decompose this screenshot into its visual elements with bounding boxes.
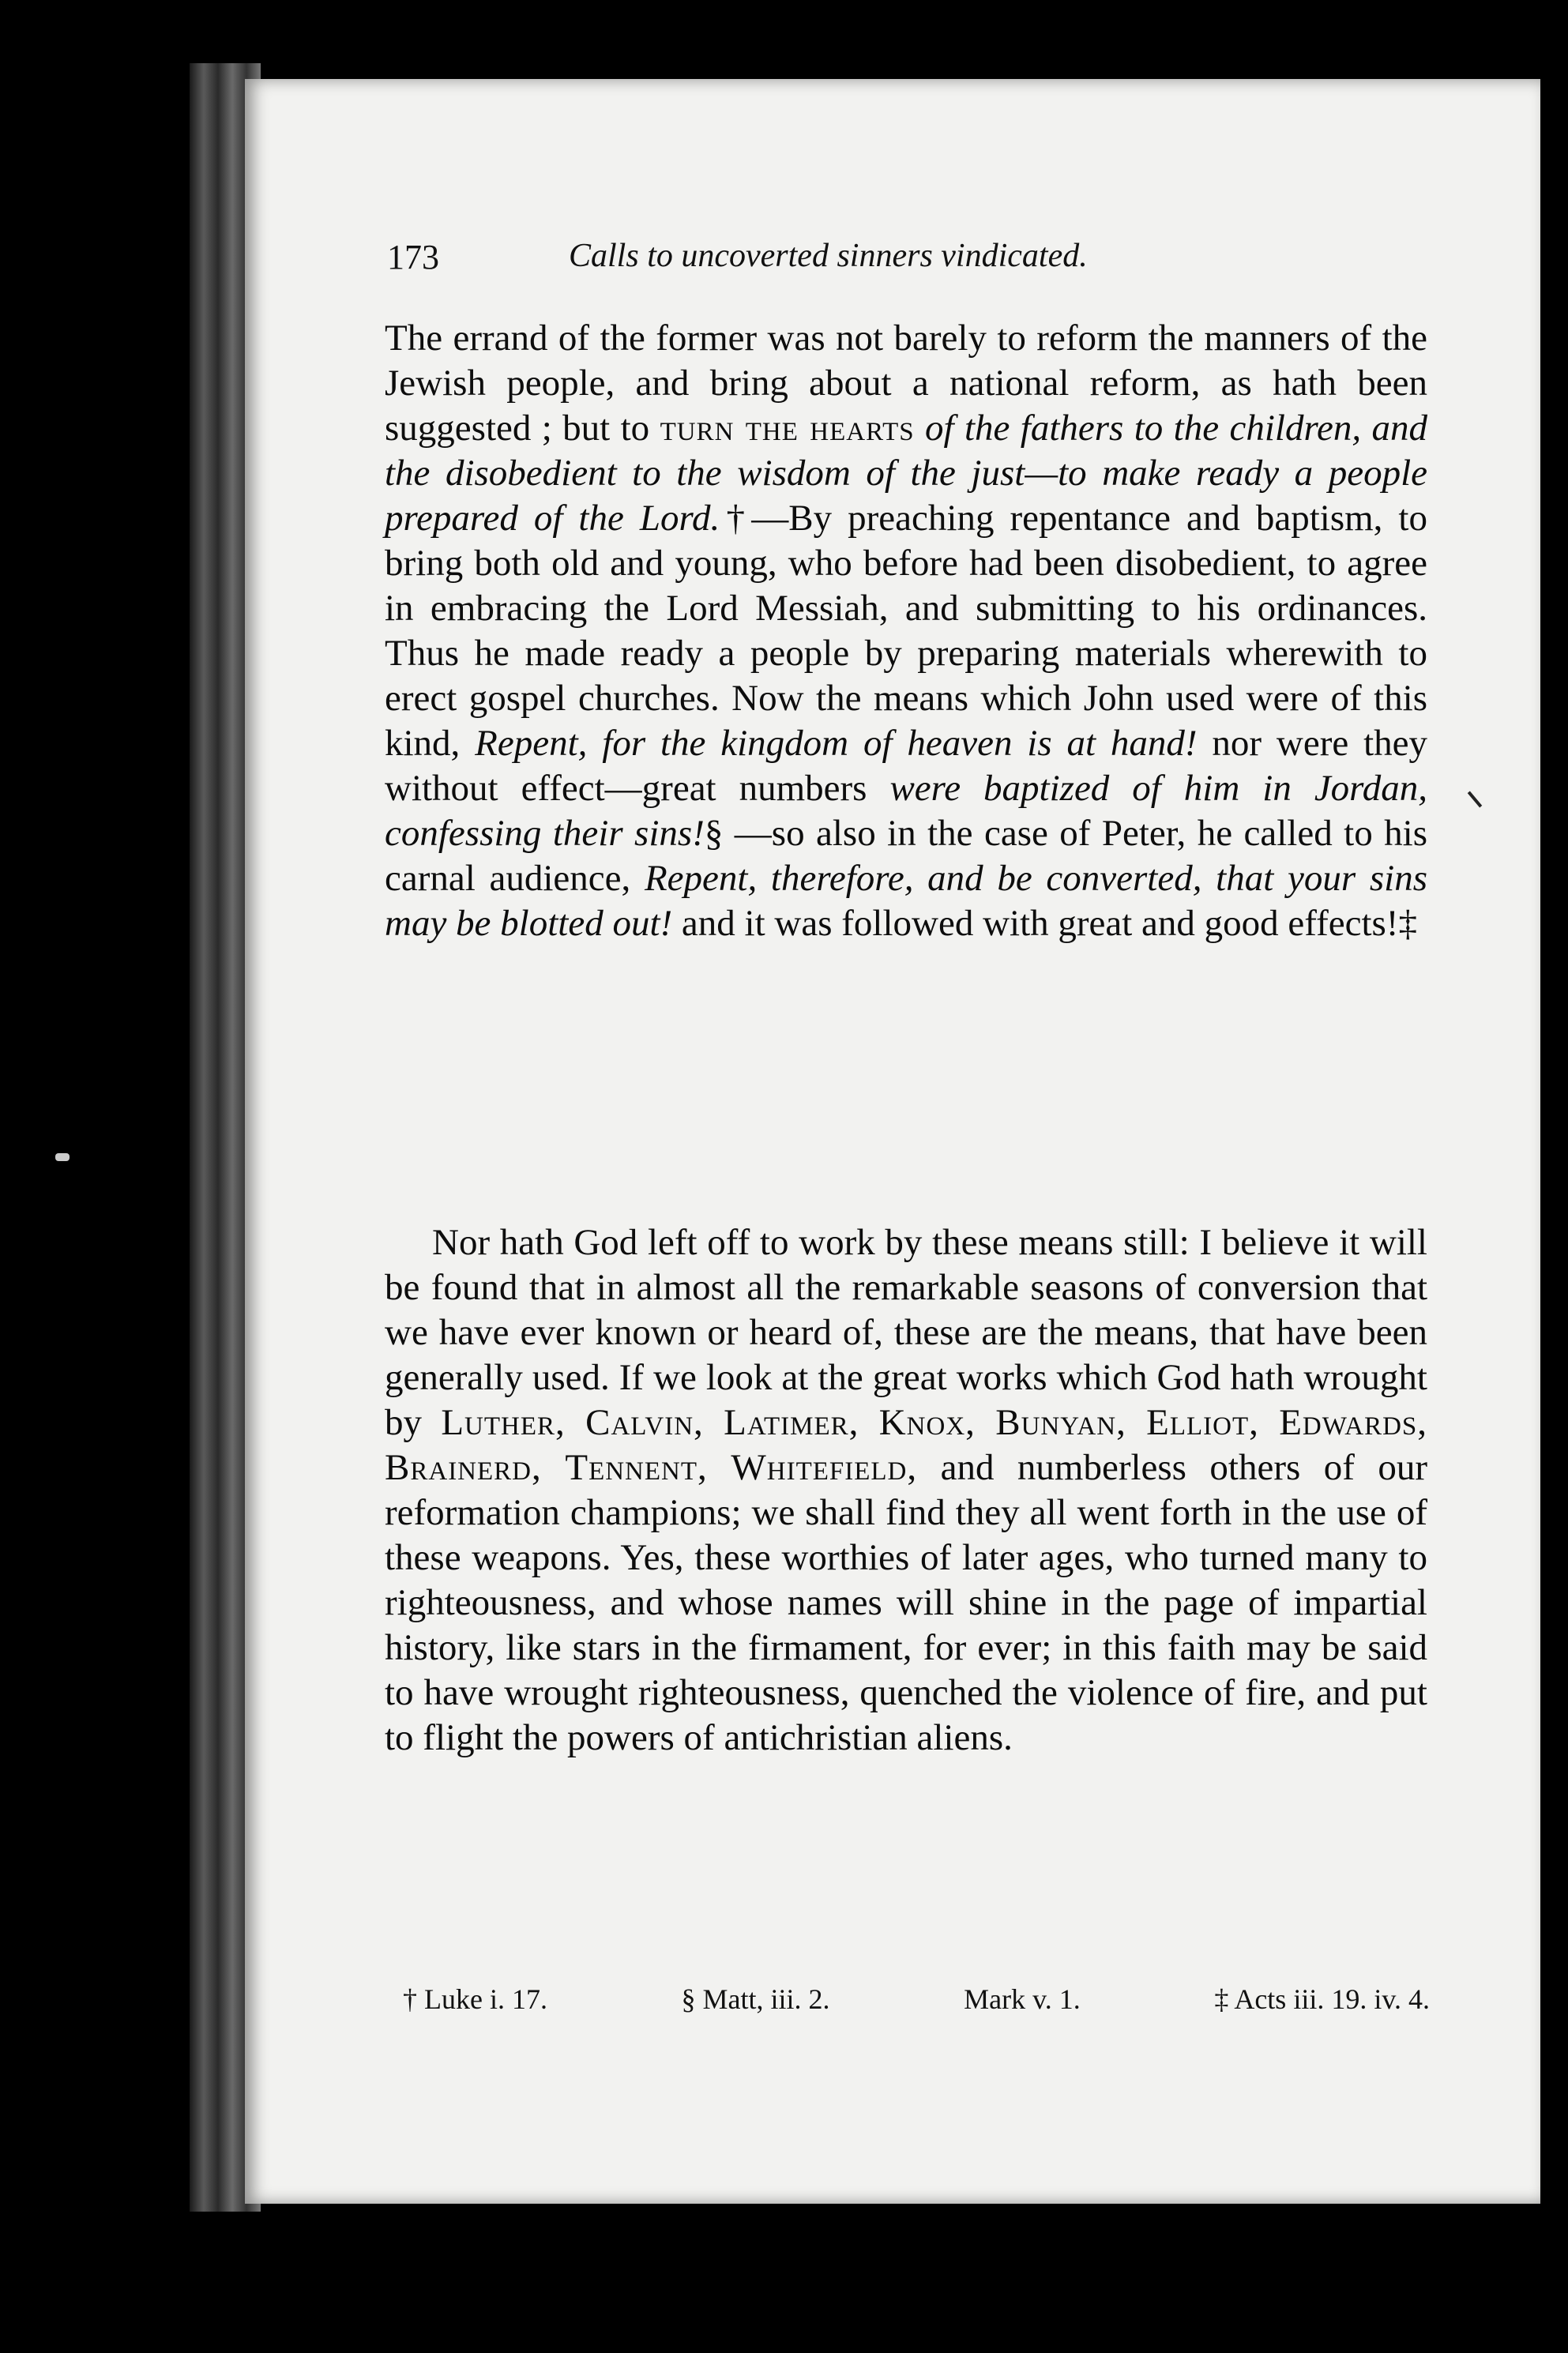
p2-names-small-caps: Luther, Calvin, Latimer, Knox, Bunyan, Elliot, Edwards, Brainerd, Tennent, Whitefield, bbox=[385, 1402, 1428, 1488]
footnote-2: § Matt, iii. 2. bbox=[681, 1983, 830, 2015]
p1-italic-b: Repent, for the kingdom of heaven is at hand! bbox=[475, 723, 1198, 764]
p2-text-b: and numberless others of our reformation champions; we shall find they all went forth in the use of these weapons. Yes, these worthies of later ages, who turned many to righteousness, and whose names will shine in the page of impartial history, like stars in the firmament, for ever; in this faith may be said to have wrought righteousness, quenched the violence of fire, and put to flight the powers of antichristian aliens. bbox=[385, 1447, 1427, 1758]
p1-text-b: †—By preaching repentance and baptism, to bring both old and young, who before had been disobedient, to agree in embracing the Lord Messiah, and submitting to his ordinances. Thus he made ready a people by preparing materials wherewith to erect gospel churches. Now the means which John used were of this kind, bbox=[385, 498, 1427, 764]
footnote-4: ‡ Acts iii. 19. iv. 4. bbox=[1214, 1983, 1430, 2015]
footnote-3: Mark v. 1. bbox=[964, 1983, 1081, 2015]
page-number: 173 bbox=[387, 238, 439, 276]
running-title: Calls to uncoverted sinners vindicated. bbox=[569, 238, 1088, 274]
paragraph-1 bbox=[385, 316, 1427, 946]
dust-speck bbox=[55, 1153, 70, 1161]
p1-text-a: The errand of the former was not barely to reform the manners of the Jewish people, and bring about a national reform, as hath been suggested ; but to bbox=[385, 318, 1427, 449]
footnotes bbox=[403, 1983, 1430, 2016]
p1-italic-c: were baptized of him in Jordan, confessing their sins! bbox=[385, 768, 1427, 854]
p1-text-c: nor were they without effect—great numbers bbox=[385, 723, 1428, 809]
paragraph-2 bbox=[385, 1220, 1427, 1761]
footnote-1: † Luke i. 17. bbox=[403, 1983, 547, 2015]
p1-italic-a: of the fathers to the children, and the disobedient to the wisdom of the just—to make ready a people prepared of the Lord. bbox=[385, 408, 1427, 539]
p1-small-caps: turn the hearts bbox=[660, 408, 915, 449]
p1-text-e: and it was followed with great and good effects!‡ bbox=[672, 903, 1417, 944]
p1-italic-d: Repent, therefore, and be converted, that your sins may be blotted out! bbox=[385, 858, 1428, 944]
p2-text-a: Nor hath God left off to work by these means still: I believe it will be found that in almost all the remarkable seasons of conversion that we have ever known or heard of, these are the means, that have been generally used. If we look at the great works which God hath wrought by bbox=[385, 1222, 1427, 1443]
p1-text-d: § —so also in the case of Peter, he called to his carnal audience, bbox=[385, 813, 1427, 899]
